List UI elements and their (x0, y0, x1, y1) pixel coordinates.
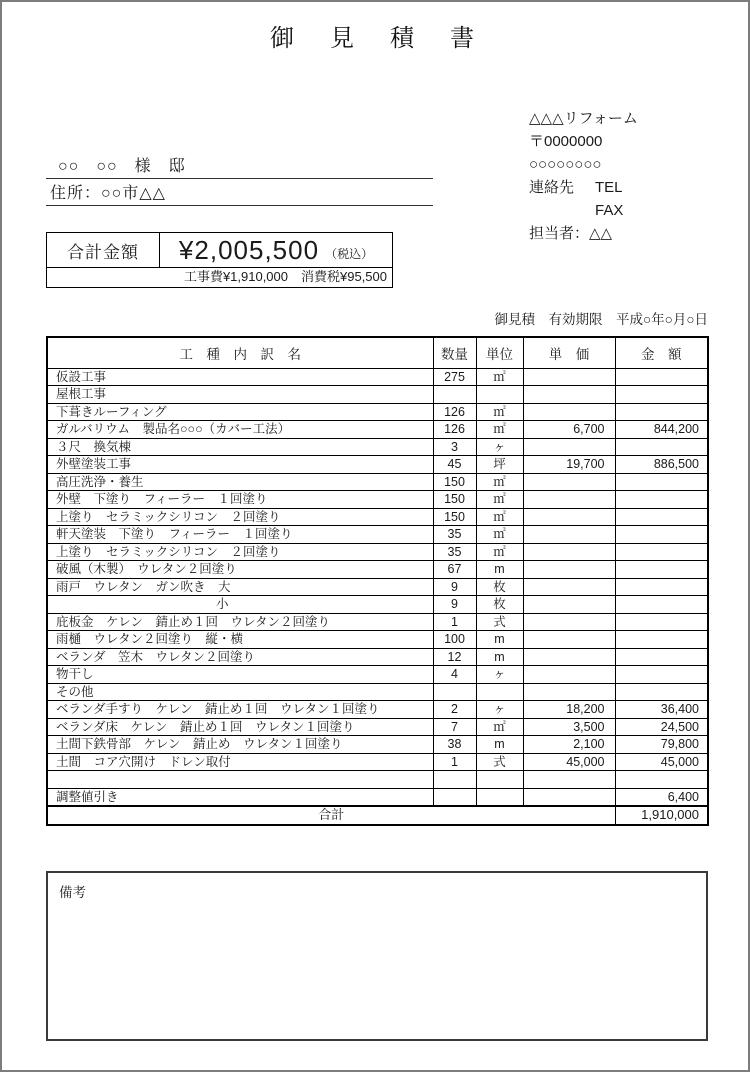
company-info-block (529, 107, 638, 245)
table-row (47, 613, 708, 631)
cell-item-name: 上塗り セラミックシリコン ２回塗り (47, 543, 433, 561)
company-person-in-charge: 担当者：△△ (529, 225, 613, 242)
cell-quantity: 100 (433, 631, 476, 649)
cell-quantity: 4 (433, 666, 476, 684)
table-row (47, 438, 708, 456)
cell-unit-price (523, 386, 615, 404)
cell-unit: 坪 (476, 456, 523, 474)
table-row (47, 666, 708, 684)
cell-unit-price: 2,100 (523, 736, 615, 754)
cell-unit-price (523, 473, 615, 491)
cell-amount: 79,800 (615, 736, 708, 754)
cell-quantity: 67 (433, 561, 476, 579)
cell-unit-price (523, 368, 615, 386)
tel-label: TEL (595, 179, 623, 196)
cell-quantity: 7 (433, 718, 476, 736)
cell-quantity: 38 (433, 736, 476, 754)
cell-item-name (47, 771, 433, 789)
table-row (47, 508, 708, 526)
cell-item-name: ベランダ床 ケレン 錆止め１回 ウレタン１回塗り (47, 718, 433, 736)
cell-unit-price (523, 578, 615, 596)
cell-unit-price: 18,200 (523, 701, 615, 719)
cell-item-name: ガルバリウム 製品名○○○（カバー工法） (47, 421, 433, 439)
cell-quantity: 1 (433, 613, 476, 631)
cell-quantity: 9 (433, 578, 476, 596)
header-item-name: 工 種 内 訳 名 (47, 337, 433, 368)
cell-amount (615, 438, 708, 456)
cell-unit-price (523, 491, 615, 509)
cell-unit-price (523, 508, 615, 526)
fax-spacer (529, 199, 595, 222)
remarks-label: 備考 (59, 885, 86, 900)
cell-amount (615, 578, 708, 596)
cell-unit: ヶ (476, 666, 523, 684)
estimate-table-body (47, 368, 708, 806)
cell-item-name: 庇板金 ケレン 錆止め１回 ウレタン２回塗り (47, 613, 433, 631)
table-row (47, 368, 708, 386)
cell-amount (615, 368, 708, 386)
cell-unit-price: 45,000 (523, 753, 615, 771)
cell-item-name: 外壁塗装工事 (47, 456, 433, 474)
company-contact-fax-row (529, 199, 638, 222)
table-row (47, 753, 708, 771)
cell-unit: 式 (476, 753, 523, 771)
cell-unit: ㎡ (476, 473, 523, 491)
table-row (47, 683, 708, 701)
cell-quantity: 3 (433, 438, 476, 456)
cell-unit-price: 3,500 (523, 718, 615, 736)
cell-unit: ヶ (476, 701, 523, 719)
cell-unit: 枚 (476, 596, 523, 614)
fax-label: FAX (595, 202, 624, 219)
table-row (47, 596, 708, 614)
cell-amount (615, 683, 708, 701)
cell-unit (476, 771, 523, 789)
cell-unit-price (523, 788, 615, 806)
cell-quantity: 1 (433, 753, 476, 771)
cell-amount (615, 386, 708, 404)
cell-item-name: 物干し (47, 666, 433, 684)
cell-unit: ㎡ (476, 421, 523, 439)
cell-item-name: 破風（木製） ウレタン２回塗り (47, 561, 433, 579)
table-total-row (47, 806, 708, 825)
cell-unit-price (523, 613, 615, 631)
cell-amount: 24,500 (615, 718, 708, 736)
customer-address: 住所：○○市△△ (46, 184, 433, 206)
cell-item-name: 雨樋 ウレタン２回塗り 縦・横 (47, 631, 433, 649)
table-row (47, 421, 708, 439)
cell-unit: 式 (476, 613, 523, 631)
cell-unit-price: 6,700 (523, 421, 615, 439)
cell-item-name: ベランダ手すり ケレン 錆止め１回 ウレタン１回塗り (47, 701, 433, 719)
table-row (47, 456, 708, 474)
cell-item-name: 外壁 下塗り フィーラー １回塗り (47, 491, 433, 509)
cell-amount: 36,400 (615, 701, 708, 719)
cell-item-name: 小 (47, 596, 433, 614)
cell-item-name: 調整値引き (47, 788, 433, 806)
cell-unit: m (476, 648, 523, 666)
cell-unit-price (523, 683, 615, 701)
cell-amount (615, 666, 708, 684)
company-name: △△△リフォーム (529, 110, 638, 127)
table-row (47, 473, 708, 491)
table-row (47, 543, 708, 561)
table-row (47, 771, 708, 789)
cell-unit: ㎡ (476, 526, 523, 544)
customer-name: ○○ ○○ 様 邸 (46, 157, 433, 179)
cell-unit-price (523, 403, 615, 421)
cell-quantity (433, 788, 476, 806)
cell-item-name: 仮設工事 (47, 368, 433, 386)
table-row (47, 631, 708, 649)
total-breakdown: 工事費¥1,910,000 消費税¥95,500 (183, 269, 387, 284)
estimate-table (46, 336, 709, 826)
cell-unit: m (476, 561, 523, 579)
estimate-validity-date: 御見積 有効期限 平成○年○月○日 (494, 312, 708, 327)
cell-unit: m (476, 736, 523, 754)
cell-amount (615, 508, 708, 526)
cell-unit: 枚 (476, 578, 523, 596)
table-row (47, 526, 708, 544)
table-row (47, 561, 708, 579)
cell-item-name: 土間 コア穴開け ドレン取付 (47, 753, 433, 771)
table-row (47, 788, 708, 806)
cell-quantity: 35 (433, 526, 476, 544)
cell-amount (615, 631, 708, 649)
header-quantity: 数量 (433, 337, 476, 368)
cell-item-name: 雨戸 ウレタン ガン吹き 大 (47, 578, 433, 596)
cell-amount: 6,400 (615, 788, 708, 806)
cell-quantity: 150 (433, 491, 476, 509)
cell-item-name: 下葺きルーフィング (47, 403, 433, 421)
cell-amount (615, 596, 708, 614)
remarks-box (46, 871, 708, 1041)
cell-amount: 45,000 (615, 753, 708, 771)
cell-unit-price: 19,700 (523, 456, 615, 474)
header-amount: 金 額 (615, 337, 708, 368)
table-total-amount: 1,910,000 (615, 806, 708, 825)
cell-amount (615, 771, 708, 789)
cell-quantity (433, 386, 476, 404)
cell-unit: m (476, 631, 523, 649)
cell-unit: ヶ (476, 438, 523, 456)
cell-amount: 886,500 (615, 456, 708, 474)
cell-quantity (433, 683, 476, 701)
cell-amount (615, 613, 708, 631)
cell-unit-price (523, 666, 615, 684)
cell-item-name: ３尺 換気棟 (47, 438, 433, 456)
cell-quantity: 35 (433, 543, 476, 561)
cell-amount (615, 648, 708, 666)
cell-item-name: その他 (47, 683, 433, 701)
contact-label: 連絡先 (529, 179, 575, 196)
header-unit-price: 単 価 (523, 337, 615, 368)
total-amount-row (47, 233, 392, 268)
cell-unit-price (523, 648, 615, 666)
header-unit: 単位 (476, 337, 523, 368)
cell-unit: ㎡ (476, 491, 523, 509)
total-amount-value-cell (160, 233, 392, 267)
cell-amount (615, 491, 708, 509)
company-address: ○○○○○○○○ (529, 156, 602, 173)
cell-item-name: 土間下鉄骨部 ケレン 錆止め ウレタン１回塗り (47, 736, 433, 754)
cell-quantity: 12 (433, 648, 476, 666)
cell-quantity (433, 771, 476, 789)
table-row (47, 578, 708, 596)
table-row (47, 403, 708, 421)
total-amount-box (46, 232, 393, 288)
cell-amount (615, 561, 708, 579)
document-title: 御 見 積 書 (270, 25, 480, 52)
cell-quantity: 126 (433, 421, 476, 439)
cell-unit-price (523, 561, 615, 579)
total-amount-value: ¥2,005,500 (178, 234, 320, 265)
total-amount-label: 合計金額 (47, 233, 160, 267)
cell-unit-price (523, 438, 615, 456)
table-row (47, 491, 708, 509)
cell-unit-price (523, 631, 615, 649)
cell-unit: ㎡ (476, 368, 523, 386)
table-row (47, 386, 708, 404)
tax-included-note: （税込） (325, 246, 374, 261)
cell-item-name: 高圧洗浄・養生 (47, 473, 433, 491)
cell-unit-price (523, 596, 615, 614)
table-header-row (47, 337, 708, 368)
table-row (47, 701, 708, 719)
cell-item-name: ベランダ 笠木 ウレタン２回塗り (47, 648, 433, 666)
cell-quantity: 275 (433, 368, 476, 386)
cell-quantity: 9 (433, 596, 476, 614)
cell-unit: ㎡ (476, 718, 523, 736)
cell-unit-price (523, 526, 615, 544)
cell-quantity: 150 (433, 473, 476, 491)
cell-unit-price (523, 771, 615, 789)
table-total-label: 合計 (47, 806, 615, 825)
cell-quantity: 45 (433, 456, 476, 474)
cell-unit (476, 788, 523, 806)
cell-unit-price (523, 543, 615, 561)
cell-amount: 844,200 (615, 421, 708, 439)
cell-quantity: 126 (433, 403, 476, 421)
cell-amount (615, 543, 708, 561)
company-contact-tel-row (529, 176, 638, 199)
cell-unit (476, 683, 523, 701)
cell-item-name: 軒天塗装 下塗り フィーラー １回塗り (47, 526, 433, 544)
cell-unit: ㎡ (476, 403, 523, 421)
cell-amount (615, 473, 708, 491)
cell-item-name: 上塗り セラミックシリコン ２回塗り (47, 508, 433, 526)
cell-unit: ㎡ (476, 543, 523, 561)
company-postal-code: 〒0000000 (529, 133, 603, 150)
cell-amount (615, 526, 708, 544)
cell-unit (476, 386, 523, 404)
cell-unit: ㎡ (476, 508, 523, 526)
table-row (47, 718, 708, 736)
cell-quantity: 150 (433, 508, 476, 526)
table-row (47, 736, 708, 754)
cell-quantity: 2 (433, 701, 476, 719)
cell-amount (615, 403, 708, 421)
table-row (47, 648, 708, 666)
cell-item-name: 屋根工事 (47, 386, 433, 404)
